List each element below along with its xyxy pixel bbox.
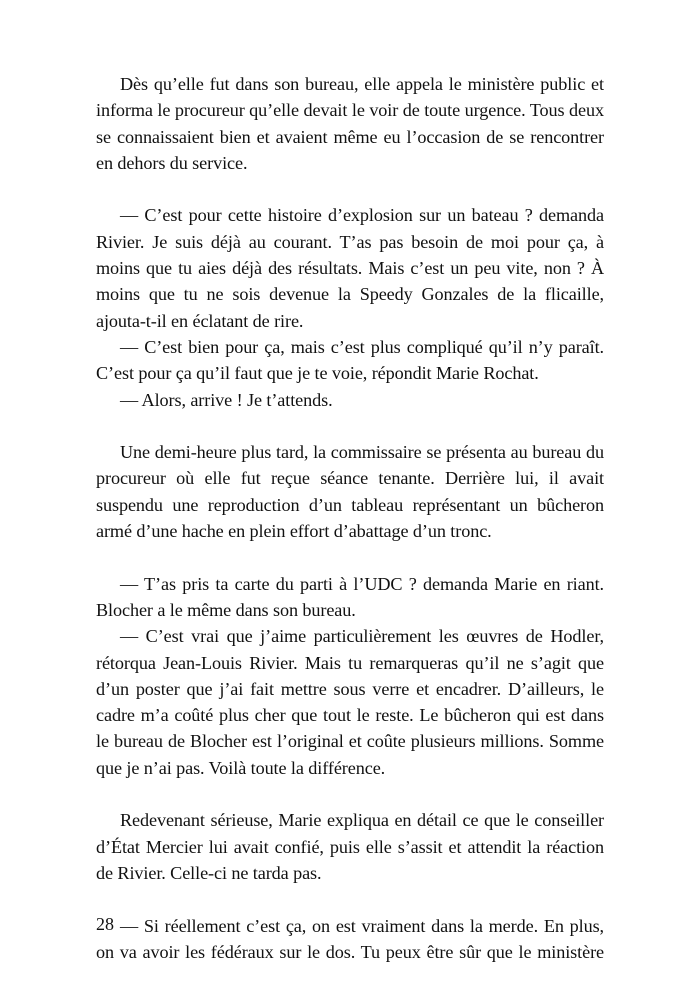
paragraph-4: — Alors, arrive ! Je t’attends. (120, 389, 333, 410)
paragraph-3: — C’est bien pour ça, mais c’est plus compliqué qu’il n’y paraît. C’est pour ça qu’il faut que je te voie, répondit Marie Rochat. (96, 336, 604, 384)
paragraph-7: — C’est vrai que j’aime particulièrement les œuvres de Hodler, rétorqua Jean-Louis Rivier. Mais tu remarqueras qu’il ne s’agit que d’un poster que j’ai fait mettre sous verre et encadrer. D’ailleurs, le cadre m’a coûté plus cher que tout le reste. Le bûcheron qui est dans le bureau de Blocher est l’original et coûte plusieurs millions. Somme que je n’ai pas. Voilà toute la différence. (96, 626, 604, 778)
paragraph-2: — C’est pour cette histoire d’explosion sur un bateau ? demanda Rivier. Je suis déjà au courant. T’as pas besoin de moi pour ça, à moins que tu aies déjà des résultats. Mais c’est un peu vite, non ? À moins que tu ne sois devenue la Speedy Gonzales de la flicaille, ajouta-t-il en éclatant de rire. (96, 205, 604, 331)
paragraph-9: — Si réellement c’est ça, on est vraiment dans la merde. En plus, on va avoir les fédéraux sur le dos. Tu peux être sûr que le ministère (96, 915, 604, 962)
page-number: 28 (96, 914, 114, 934)
paragraph-1: Dès qu’elle fut dans son bureau, elle appela le ministère public et informa le procureur qu’elle devait le voir de toute urgence. Tous deux se connaissaient bien et avaient même eu l’occasion de se rencontrer en dehors du service. (96, 74, 604, 173)
paragraph-8: Redevenant sérieuse, Marie expliqua en détail ce que le conseiller d’État Mercier lui avait confié, puis elle s’assit et attendit la réaction de Rivier. Celle-ci ne tarda pas. (96, 810, 604, 883)
paragraph-6: — T’as pris ta carte du parti à l’UDC ? demanda Marie en riant. Blocher a le même dans son bureau. (96, 573, 604, 620)
page-body (96, 71, 604, 965)
paragraph-5: Une demi-heure plus tard, la commissaire se présenta au bureau du procureur où elle fut reçue séance tenante. Derrière lui, il avait suspendu une reproduction d’un tableau représentant un bûcheron armé d’une hache en plein effort d’abattage d’un tronc. (96, 442, 604, 542)
